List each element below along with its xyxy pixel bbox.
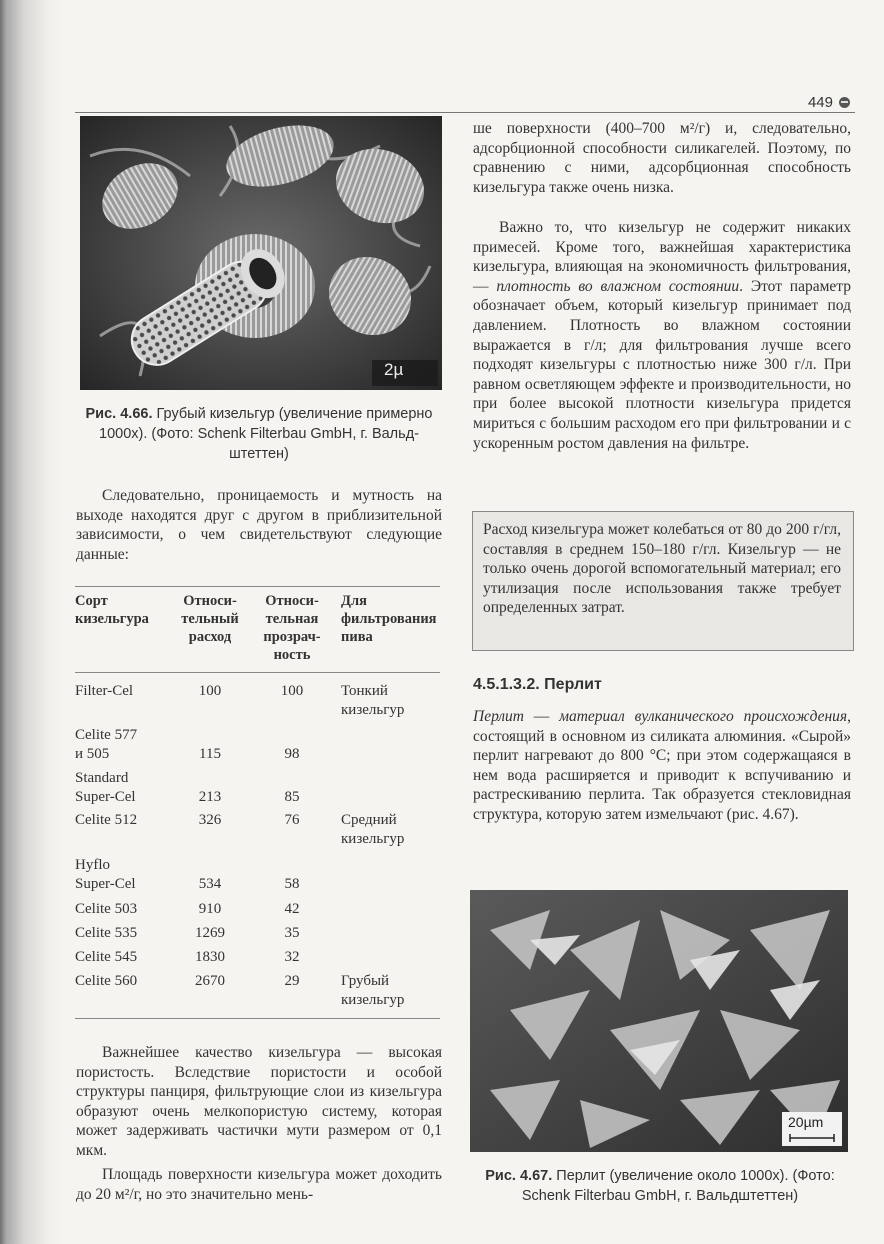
cell-sort: Celite 545 [75, 949, 138, 965]
paragraph-intro: Следовательно, проницаемость и мутность на выходе находятся друг с другом в приблизительной зависимости, о чем свидетельствуют следующие данные: [76, 487, 442, 563]
header-use: Для фильтрования пива [341, 593, 437, 645]
cell-clarity: 58 [284, 876, 300, 892]
figure-number-bottom: Рис. 4.67. [485, 1168, 553, 1184]
figure-caption-text-bottom: Перлит (увеличение около 1000x). (Фото: Schenk Filterbau GmbH, г. Вальдштеттен) [521, 1168, 835, 1204]
cell-clarity: 35 [284, 925, 300, 941]
header-consumption: Относи- тельный расход [181, 593, 239, 645]
cell-use: Тонкий кизельгур [341, 683, 405, 718]
cell-consumption: 326 [198, 812, 222, 828]
scale-label-top: 2µ [384, 360, 404, 379]
term-perlite: Перлит [473, 708, 524, 725]
paragraph-quality: Важнейшее качество кизельгура — высокая пористость. Вследствие пористости и особой структуры панциря, фильтрующие слои из кизельгура образуют очень мелкопористую систему, которая может задерживать частички мути размером от 0,1 мкм. [76, 1044, 442, 1159]
diatom-image [80, 116, 442, 390]
paragraph-surface-area: Площадь поверхности кизельгура может доходить до 20 м²/г, но это значительно мень- [76, 1166, 442, 1203]
figure-caption-bottom [470, 1166, 850, 1206]
cell-consumption: 115 [199, 746, 221, 762]
cell-use: Средний кизельгур [341, 812, 405, 847]
cell-sort: Celite 503 [75, 901, 138, 917]
cell-clarity: 32 [284, 949, 300, 965]
cell-sort: Celite 512 [75, 812, 138, 828]
cell-sort: Hyflo Super-Cel [75, 857, 136, 892]
cell-consumption: 534 [198, 876, 222, 892]
page-marker-icon [839, 97, 850, 108]
paragraph-perlite: Перлит — материал вулканического происхождения, состоящий в основном из силиката алюминия. «Сырой» перлит нагревают до 800 °С; при этом содержащаяся в нем вода расширяется и приводит к вспучиванию и растрескиванию перлита. Так образуется стекловидная структура, которую затем измельчают (рис. 4.67). [473, 708, 852, 823]
cell-consumption: 100 [198, 683, 222, 699]
paragraph-wet-density: Важно то, что кизельгур не содержит никаких примесей. Кроме того, важнейшая характеристика кизельгура, влияющая на экономичность фильтрования, — плотность во влажном состоянии. Этот параметр обозначает объем, который кизельгур принимает под давлением. Плотность во влажном состоянии выражается в г/л; для фильтрования лучше всего подходят кизельгуры с плотностью ниже 300 г/л. При равном осветляющем эффекте и производительности, но при более высокой плотности кизельгура придется мириться с большим расходом его при фильтровании и с ускоренным ростом давления на фильтре. [473, 219, 851, 452]
cell-consumption: 1830 [195, 949, 225, 965]
scale-label-bottom: 20µm [788, 1114, 824, 1130]
book-spine-shadow [0, 0, 62, 1244]
cell-clarity: 42 [284, 901, 300, 917]
cell-sort: Celite 535 [75, 925, 138, 941]
perlite-photo [470, 890, 848, 1152]
perlite-image [470, 890, 848, 1152]
cell-sort: Standard Super-Cel [75, 770, 136, 805]
cell-sort: Celite 577 и 505 [75, 727, 138, 762]
section-heading: 4.5.1.3.2. Перлит [473, 676, 602, 693]
cell-consumption: 213 [198, 789, 222, 805]
table-top-rule [75, 586, 440, 587]
cell-consumption: 2670 [195, 973, 225, 989]
diatom-photo [80, 116, 442, 390]
header-rule [75, 112, 855, 113]
cell-sort: Filter-Cel [75, 683, 134, 699]
cell-consumption: 1269 [195, 925, 225, 941]
note-box [472, 511, 854, 651]
cell-clarity: 85 [284, 789, 300, 805]
cell-clarity: 98 [284, 746, 300, 762]
figure-caption-top [76, 404, 442, 464]
figure-number-top: Рис. 4.66. [85, 406, 153, 422]
figure-caption-text-top: Грубый кизельгур (увеличение примерно 1000x). (Фото: Schenk Filterbau GmbH, г. Вальд-штеттен) [99, 406, 433, 462]
cell-sort: Celite 560 [75, 973, 138, 989]
table-bottom-rule [75, 1018, 440, 1019]
note-text: Расход кизельгура может колебаться от 80 до 200 г/гл, составляя в среднем 150–180 г/гл. Кизельгур — не только очень дорогой вспомогательный материал; его утилизация после использования также требует определенных затрат. [483, 521, 841, 617]
header-sort: Сорт кизельгура [75, 593, 149, 627]
cell-clarity: 76 [284, 812, 300, 828]
paragraph-right-1: ше поверхности (400–700 м²/г) и, следовательно, адсорбционной способности силикагелей. Поэтому, по сравнению с ними, адсорбционная способность кизельгура также очень низка. [473, 120, 851, 196]
page-number-text: 449 [807, 93, 833, 111]
page-number [764, 92, 850, 112]
term-wet-density: плотность во влажном состоянии [496, 277, 740, 295]
cell-use: Грубый кизельгур [341, 973, 405, 1008]
cell-clarity: 100 [280, 683, 304, 699]
table-header-rule [75, 672, 440, 673]
cell-clarity: 29 [284, 973, 300, 989]
term-volcanic: материал вулканического происхождения [559, 708, 848, 725]
cell-consumption: 910 [198, 901, 222, 917]
header-clarity: Относи- тельная прозрач- ность [263, 593, 321, 663]
